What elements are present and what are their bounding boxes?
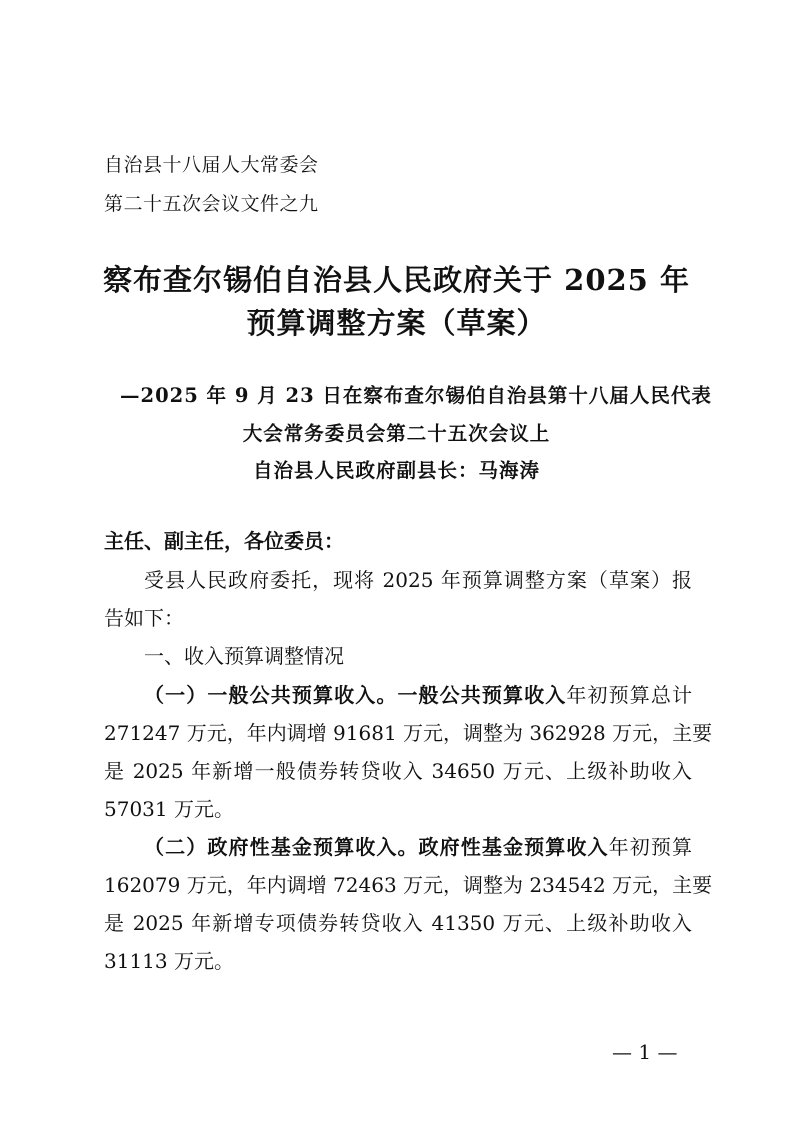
subtitle-line-3: 自治县人民政府副县长：马海涛 (252, 459, 540, 482)
subtitle-line-2: 大会常务委员会第二十五次会议上 (242, 422, 551, 445)
document-title-line-2: 预算调整方案（草案） (246, 306, 547, 340)
paragraph-2-heading: （二）政府性基金预算收入。政府性基金预算收入 (144, 835, 609, 859)
paragraph-1-line-2: 271247 万元，年内调增 91681 万元，调整为 362928 万元，主要 (104, 721, 713, 745)
paragraph-2-line-1-text: 年初预算 (608, 835, 693, 859)
paragraph-2-line-3: 是 2025 年新增专项债券转贷收入 41350 万元、上级补助收入 (104, 911, 692, 935)
intro-line-1: 受县人民政府委托，现将 2025 年预算调整方案（草案）报 (144, 568, 692, 592)
paragraph-1-line-1-text: 年初预算总计 (566, 683, 693, 707)
paragraph-1-line-3: 是 2025 年新增一般债券转贷收入 34650 万元、上级补助收入 (104, 759, 692, 783)
paragraph-2-line-1 (144, 831, 692, 860)
page-number: — 1 — (612, 1040, 678, 1064)
section-heading-revenue: 一、收入预算调整情况 (144, 644, 344, 668)
paragraph-1-line-1 (144, 679, 692, 708)
salutation: 主任、副主任，各位委员： (104, 529, 344, 553)
meeting-header-line-2: 第二十五次会议文件之九 (104, 193, 319, 215)
meeting-header-line-1: 自治县十八届人大常委会 (104, 154, 319, 176)
document-title-line-1: 察布查尔锡伯自治县人民政府关于 2025 年 (103, 263, 690, 297)
paragraph-1-heading: （一）一般公共预算收入。一般公共预算收入 (144, 683, 567, 707)
paragraph-1-line-4: 57031 万元。 (104, 797, 234, 821)
subtitle-line-1: —2025 年 9 月 23 日在察布查尔锡伯自治县第十八届人民代表 (120, 384, 712, 407)
paragraph-2-line-2: 162079 万元，年内调增 72463 万元，调整为 234542 万元，主要 (104, 873, 713, 897)
intro-line-2: 告如下： (104, 606, 184, 630)
paragraph-2-line-4: 31113 万元。 (104, 949, 234, 973)
